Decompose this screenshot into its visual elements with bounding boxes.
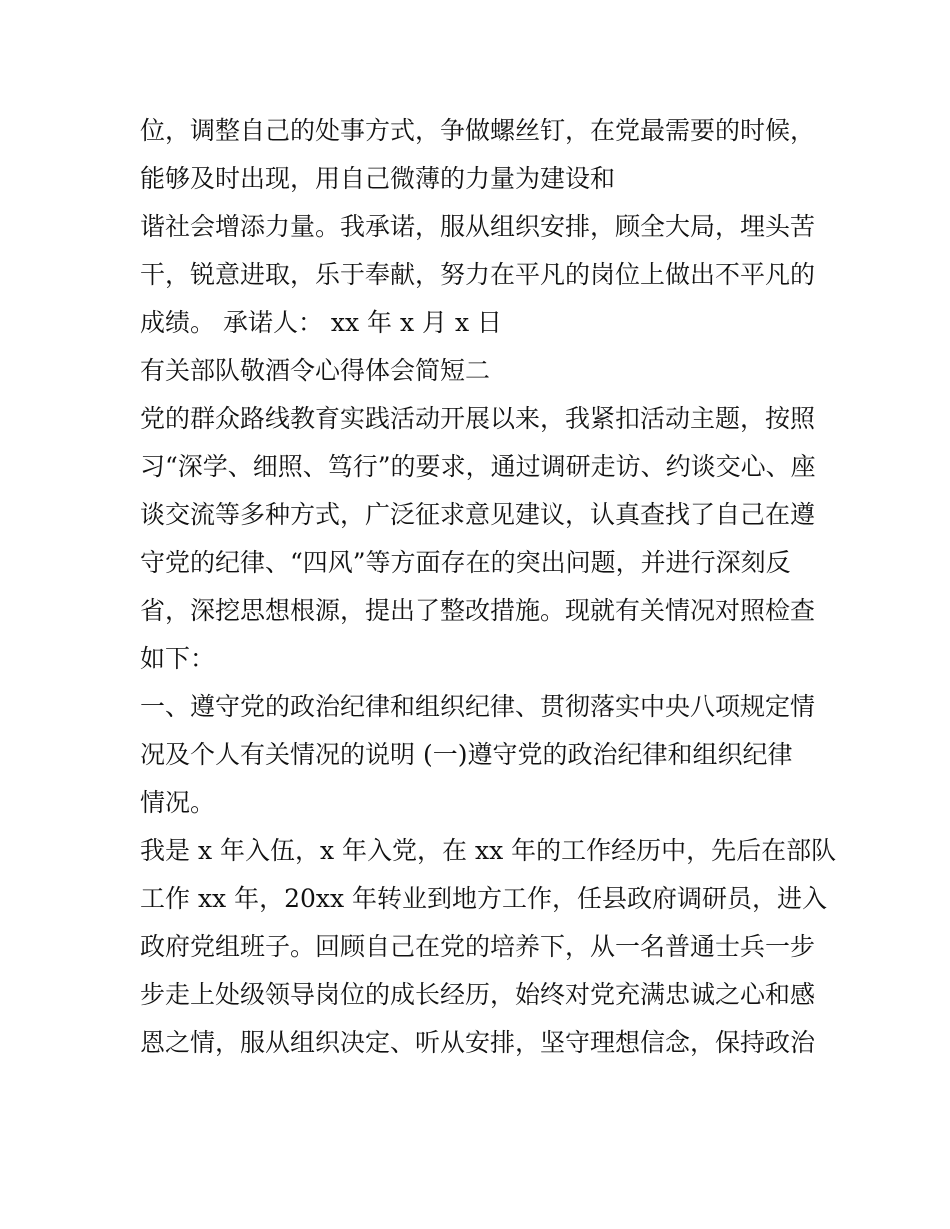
- text-line: 谐社会增添力量。我承诺，服从组织安排，顾全大局，埋头苦: [140, 212, 816, 241]
- text-line: 工作 xx 年，20xx 年转业到地方工作，任县政府调研员，进入: [140, 884, 828, 913]
- text-line: 省，深挖思想根源，提出了整改措施。现就有关情况对照检查: [140, 596, 816, 625]
- text-line: 位，调整自己的处事方式，争做螺丝钉，在党最需要的时候，: [140, 116, 816, 145]
- text-line: 情况。: [140, 788, 216, 817]
- section-heading: 有关部队敬酒令心得体会简短二: [140, 356, 491, 385]
- text-line: 成绩。 承诺人： xx 年 x 月 x 日: [140, 308, 503, 337]
- text-line: 干，锐意进取，乐于奉献，努力在平凡的岗位上做出不平凡的: [140, 260, 816, 289]
- text-line: 一、遵守党的政治纪律和组织纪律、贯彻落实中央八项规定情: [140, 692, 816, 721]
- text-line: 恩之情，服从组织决定、听从安排，坚守理想信念，保持政治: [140, 1028, 816, 1057]
- text-line: 政府党组班子。回顾自己在党的培养下，从一名普通士兵一步: [140, 932, 816, 961]
- text-line: 步走上处级领导岗位的成长经历，始终对党充满忠诚之心和感: [140, 980, 816, 1009]
- text-line: 党的群众路线教育实践活动开展以来，我紧扣活动主题，按照: [140, 404, 816, 433]
- text-line: 习“深学、细照、笃行”的要求，通过调研走访、约谈交心、座: [140, 452, 816, 481]
- text-line: 况及个人有关情况的说明 (一)遵守党的政治纪律和组织纪律: [140, 740, 793, 769]
- text-line: 能够及时出现，用自己微薄的力量为建设和: [140, 164, 616, 193]
- text-line: 谈交流等多种方式，广泛征求意见建议，认真查找了自己在遵: [140, 500, 816, 529]
- text-line: 如下：: [140, 644, 216, 673]
- document-body: [140, 107, 837, 1067]
- text-line: 我是 x 年入伍，x 年入党，在 xx 年的工作经历中，先后在部队: [140, 836, 837, 865]
- text-line: 守党的纪律、“四风”等方面存在的突出问题，并进行深刻反: [140, 548, 791, 577]
